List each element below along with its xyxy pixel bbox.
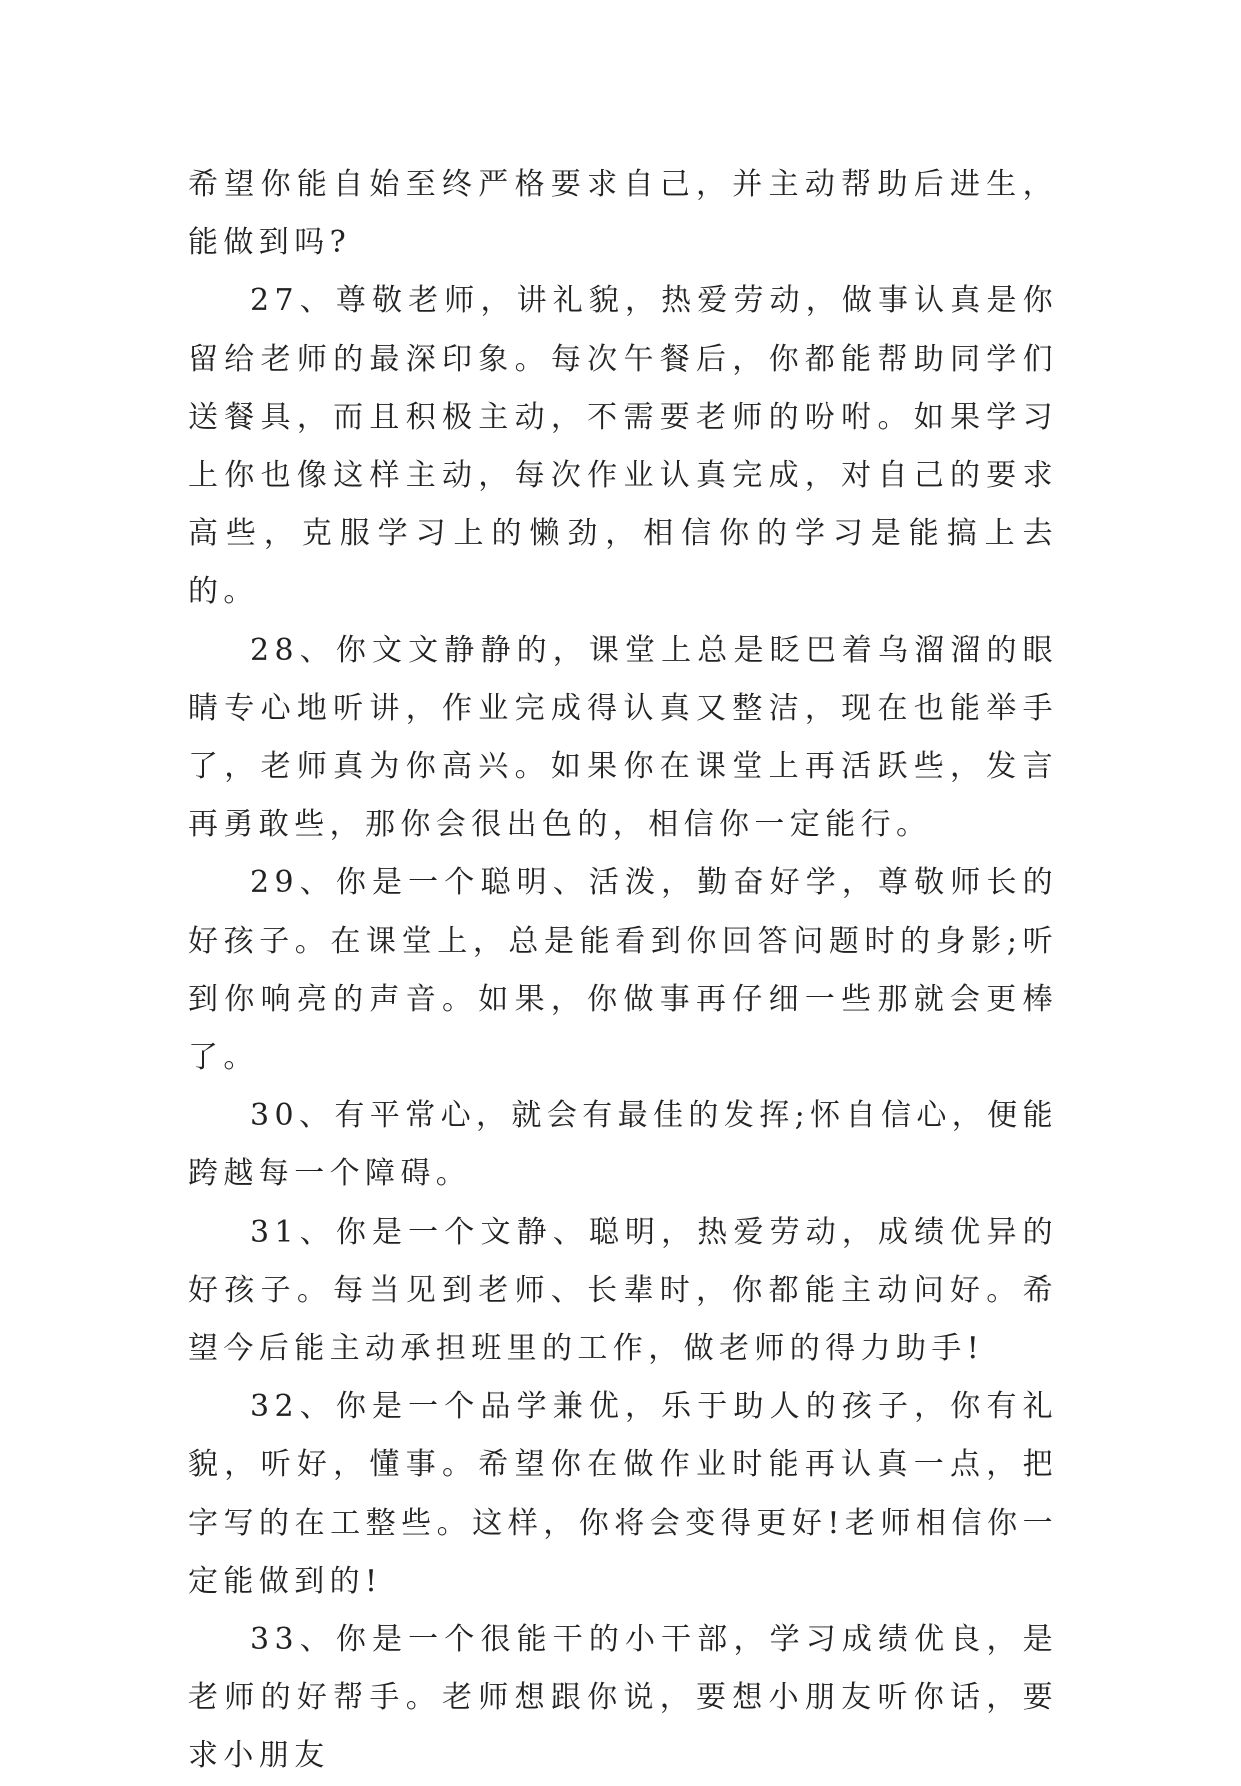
document-body: [188, 156, 1058, 1786]
paragraph-29: 29、你是一个聪明、活泼，勤奋好学，尊敬师长的好孩子。在课堂上，总是能看到你回答问题时的身影;听到你响亮的声音。如果，你做事再仔细一些那就会更棒了。: [188, 865, 1058, 1076]
paragraph-31: 31、你是一个文静、聪明，热爱劳动，成绩优异的好孩子。每当见到老师、长辈时，你都能主动问好。希望今后能主动承担班里的工作，做老师的得力助手!: [188, 1214, 1058, 1367]
paragraph-27: 27、尊敬老师，讲礼貌，热爱劳动，做事认真是你留给老师的最深印象。每次午餐后，你都能帮助同学们送餐具，而且积极主动，不需要老师的吩咐。如果学习上你也像这样主动，每次作业认真完成，对自己的要求高些，克服学习上的懒劲，相信你的学习是能搞上去的。: [188, 283, 1058, 610]
paragraph-33: 33、你是一个很能干的小干部，学习成绩优良，是老师的好帮手。老师想跟你说，要想小朋友听你话，要求小朋友: [188, 1622, 1058, 1774]
paragraph-28: 28、你文文静静的，课堂上总是眨巴着乌溜溜的眼睛专心地听讲，作业完成得认真又整洁，现在也能举手了，老师真为你高兴。如果你在课堂上再活跃些，发言再勇敢些，那你会很出色的，相信你一定能行。: [188, 632, 1058, 843]
paragraph-30: 30、有平常心，就会有最佳的发挥;怀自信心，便能跨越每一个障碍。: [188, 1098, 1058, 1192]
paragraph-32: 32、你是一个品学兼优，乐于助人的孩子，你有礼貌，听好，懂事。希望你在做作业时能再认真一点，把字写的在工整些。这样，你将会变得更好!老师相信你一定能做到的!: [188, 1389, 1058, 1599]
paragraph-continuation: 希望你能自始至终严格要求自己，并主动帮助后进生，能做到吗?: [188, 167, 1058, 261]
